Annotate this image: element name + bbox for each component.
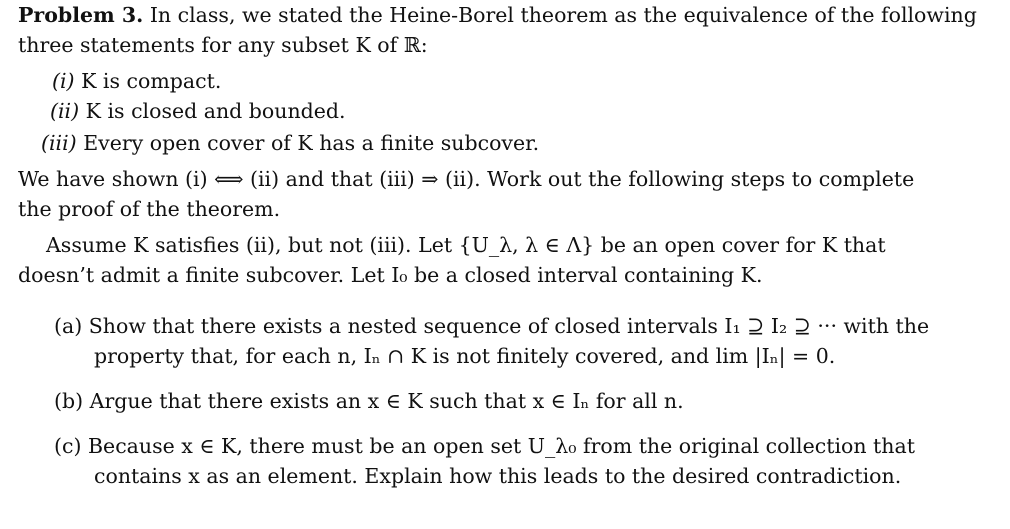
statement-iii-tag: (iii) — [41, 131, 77, 155]
statement-iii-text: Every open cover of K has a finite subcover. — [83, 131, 540, 155]
paragraph2-line2: doesn’t admit a finite subcover. Let I₀ be a closed interval containing K. — [18, 263, 763, 287]
statement-ii-tag: (ii) — [50, 99, 80, 123]
statement-ii — [50, 96, 346, 126]
part-b-line1: (b) Argue that there exists an x ∈ K such that x ∈ Iₙ for all n. — [54, 389, 684, 413]
paragraph2-line1: Assume K satisfies (ii), but not (iii). Let {U_λ, λ ∈ Λ} be an open cover for K that — [46, 233, 886, 257]
statement-i-tag: (i) — [52, 69, 75, 93]
statement-iii — [41, 128, 539, 158]
part-a-line2: property that, for each n, Iₙ ∩ K is not finitely covered, and lim |Iₙ| = 0. — [94, 344, 836, 368]
problem-label: Problem 3. — [18, 3, 144, 27]
statement-i — [52, 66, 221, 96]
statement-i-text: K is compact. — [81, 69, 222, 93]
intro-text-line1: In class, we stated the Heine-Borel theorem as the equivalence of the following — [149, 3, 977, 27]
part-c-line2: contains x as an element. Explain how this leads to the desired contradiction. — [94, 464, 902, 488]
problem-intro-line2: three statements for any subset K of ℝ: — [18, 33, 428, 57]
problem-intro-line1 — [18, 0, 977, 30]
part-a-line1: (a) Show that there exists a nested sequence of closed intervals I₁ ⊇ I₂ ⊇ ··· with the — [54, 314, 930, 338]
paragraph1-line1: We have shown (i) ⟺ (ii) and that (iii) ⇒ (ii). Work out the following steps to complete — [18, 167, 915, 191]
statement-ii-text: K is closed and bounded. — [85, 99, 346, 123]
paragraph1-line2: the proof of the theorem. — [18, 197, 281, 221]
part-c-line1: (c) Because x ∈ K, there must be an open set U_λ₀ from the original collection that — [54, 434, 915, 458]
